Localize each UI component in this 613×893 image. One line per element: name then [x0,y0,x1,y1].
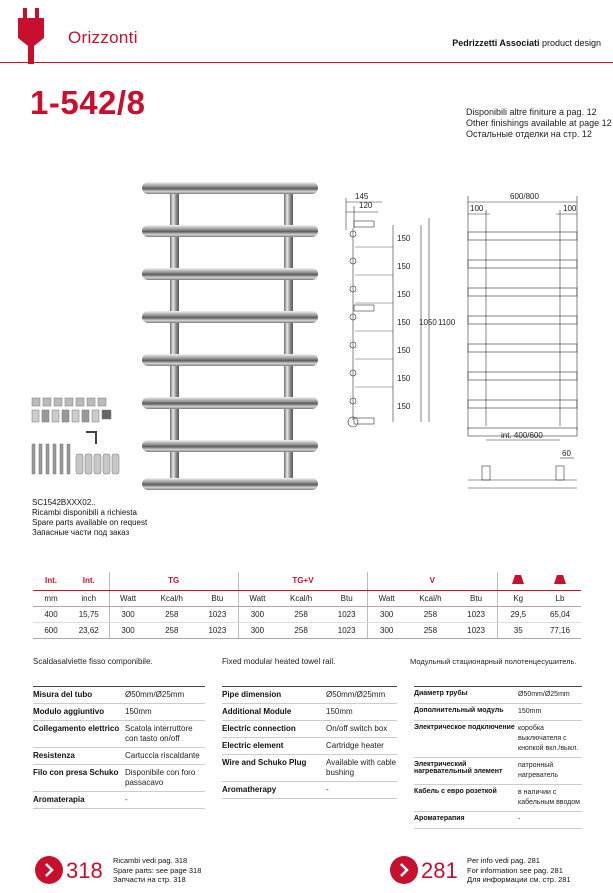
spare-parts-note: SC1542BXXX02.. Ricambi disponibili a richiesta Spare parts available on request Запасные части под заказ [32,498,148,537]
table-header-row [33,572,581,590]
dim-spacing: 150 [397,262,411,271]
designer-credit: Pedrizzetti Associati product design [452,38,601,48]
spare-parts-reference: Ricambi vedi pag. 318 Spare parts: see page 318 Запчасти на стр. 318 [113,856,202,884]
description-ru: Модульный стационарный полотенцесушитель. [410,657,577,666]
side-view-drawing [335,190,460,435]
table-row: 400 15,75 300 258 1023 300 258 1023 300 258 1023 29,5 65,04 [33,606,581,622]
series-title: Orizzonti [68,28,138,47]
page-link-arrow-icon[interactable] [390,856,418,884]
description-en: Fixed modular heated towel rail. [222,657,336,666]
dim-120: 120 [359,201,373,210]
dim-1100: 1100 [438,318,456,327]
dim-edge-left: 100 [470,204,484,213]
spec-table-en: Pipe dimension Ø50mm/Ø25mm Additional Module 150mm Electric connection On/off switch box Electric element Cartridge heater Wire and Schuko Plug Available with cable bushing Aromatherapy - [222,686,397,799]
dim-width: 600/800 [510,192,539,201]
finishes-note: Disponibili altre finiture a pag. 12 Other finishings available at page 12 Остальные отделки на стр. 12 [466,107,612,139]
table-units-row: mm inch Watt Kcal/h Btu Watt Kcal/h Btu Watt Kcal/h Btu Kg Lb [33,590,581,606]
towel-rail-photo [138,178,324,494]
dim-spacing: 150 [397,346,411,355]
dim-145: 145 [355,192,369,201]
front-view-drawing [462,190,582,495]
model-number: 1-542/8 [30,84,146,121]
spare-parts-page-number[interactable]: 318 [66,858,103,883]
dim-interaxis: int. 400/600 [501,431,543,440]
header-divider [0,62,613,63]
spec-table-ru: Диаметр трубы Ø50mm/Ø25mm Дополнительный модуль 150mm Электрическое подключение коробка выключателя с кнопкой вкл./выкл. Электрический нагревательный элемент патронный нагреватель Кабель с евро розеткой в наличии с кабельным вводом Ароматерапия - [414,686,582,829]
dim-spacing: 150 [397,234,411,243]
col-int-inch: Int. [69,572,109,590]
table-row: 600 23,62 300 258 1023 300 258 1023 300 258 1023 35 77,16 [33,622,581,638]
dim-depth: 60 [562,449,571,458]
dim-spacing: 150 [397,290,411,299]
plug-logo-icon [14,6,48,64]
col-int-mm: Int. [33,572,69,590]
output-table [33,572,581,639]
dim-spacing: 150 [397,402,411,411]
info-reference: Per info vedi pag. 281 For information see pag. 281 Для информации см. стр. 281 [467,856,571,884]
spec-table-it: Misura del tubo Ø50mm/Ø25mm Modulo aggiuntivo 150mm Collegamento elettrico Scatola interruttore con tasto on/off Resistenza Cartuccia riscaldante Filo con presa Schuko Disponibile con foro passacavo Aromaterapia - [33,686,205,809]
col-v: V [368,572,497,590]
dim-spacing: 150 [397,374,411,383]
lb-weight-icon [539,572,581,590]
dim-1050: 1050 [419,318,437,327]
col-tgv: TG+V [238,572,367,590]
info-page-number[interactable]: 281 [421,858,458,883]
description-it: Scaldasalviette fisso componibile. [33,657,153,666]
col-tg: TG [109,572,238,590]
dim-edge-right: 100 [563,204,577,213]
kg-weight-icon [497,572,539,590]
dim-spacing: 150 [397,318,411,327]
page-link-arrow-icon[interactable] [35,856,63,884]
spare-parts-image [30,396,122,484]
